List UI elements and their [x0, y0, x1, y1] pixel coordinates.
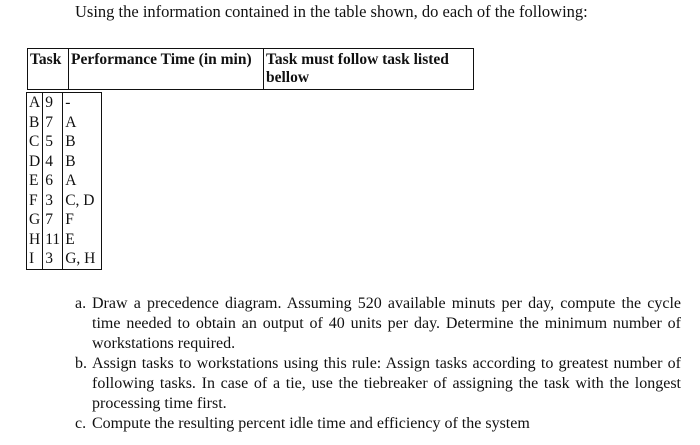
task-table [27, 93, 101, 269]
time-cell: 3 [43, 191, 63, 211]
time-cell: 5 [43, 132, 63, 152]
task-cell: H [27, 230, 43, 250]
time-cell: 3 [43, 249, 63, 269]
predecessor-cell: F [65, 211, 74, 228]
table-row [27, 93, 101, 113]
predecessor-cell: A [65, 113, 77, 131]
time-cell: 11 [43, 230, 63, 250]
table-row [27, 249, 101, 269]
header-performance-time: Performance Time (in min) [69, 49, 264, 90]
question-label: c. [75, 415, 87, 432]
table-row [27, 171, 101, 191]
predecessor-cell: A [65, 172, 77, 189]
table-row [27, 210, 101, 230]
table-row [27, 230, 101, 250]
predecessor-cell: C, D [65, 191, 95, 209]
task-cell: C [27, 132, 43, 152]
task-cell: B [27, 113, 43, 133]
time-cell: 4 [43, 152, 63, 172]
task-cell: A [27, 93, 43, 113]
question-b [75, 354, 681, 414]
time-cell: 6 [43, 171, 63, 191]
predecessor-cell: B [65, 133, 76, 150]
task-cell: G [27, 210, 43, 230]
task-cell: F [27, 191, 43, 211]
question-text: Assign tasks to workstations using this rule: Assign tasks according to greatest number of following tasks. In case of a tie, use the tiebreaker of assigning the task with the longest processing time first. [92, 355, 681, 412]
question-text: Compute the resulting percent idle time and efficiency of the system [92, 415, 530, 432]
predecessor-cell: G, H [65, 250, 96, 267]
table-row [27, 132, 101, 152]
predecessor-cell: E [65, 230, 75, 248]
task-cell: I [27, 249, 43, 269]
question-label: b. [75, 355, 87, 372]
question-list [75, 294, 681, 434]
predecessor-cell: - [65, 94, 71, 111]
table-header [27, 48, 474, 90]
predecessor-cell: B [65, 152, 76, 170]
question-text: Draw a precedence diagram. Assuming 520 available minuts per day, compute the cycle time needed to obtain an output of 40 units per day. Determine the minimum number of workstations required. [92, 295, 681, 352]
table-row [27, 152, 101, 172]
question-a [75, 294, 681, 354]
question-label: a. [75, 295, 87, 312]
intro-text: Using the information contained in the table shown, do each of the following: [75, 2, 588, 21]
time-cell: 7 [43, 210, 63, 230]
time-cell: 7 [43, 113, 63, 133]
header-task: Task [28, 49, 69, 90]
question-c [75, 414, 681, 434]
task-cell: D [27, 152, 43, 172]
task-cell: E [27, 171, 43, 191]
table-row [27, 113, 101, 133]
table-row [27, 191, 101, 211]
time-cell: 9 [43, 93, 63, 113]
header-predecessor: Task must follow task listed bellow [264, 49, 474, 90]
